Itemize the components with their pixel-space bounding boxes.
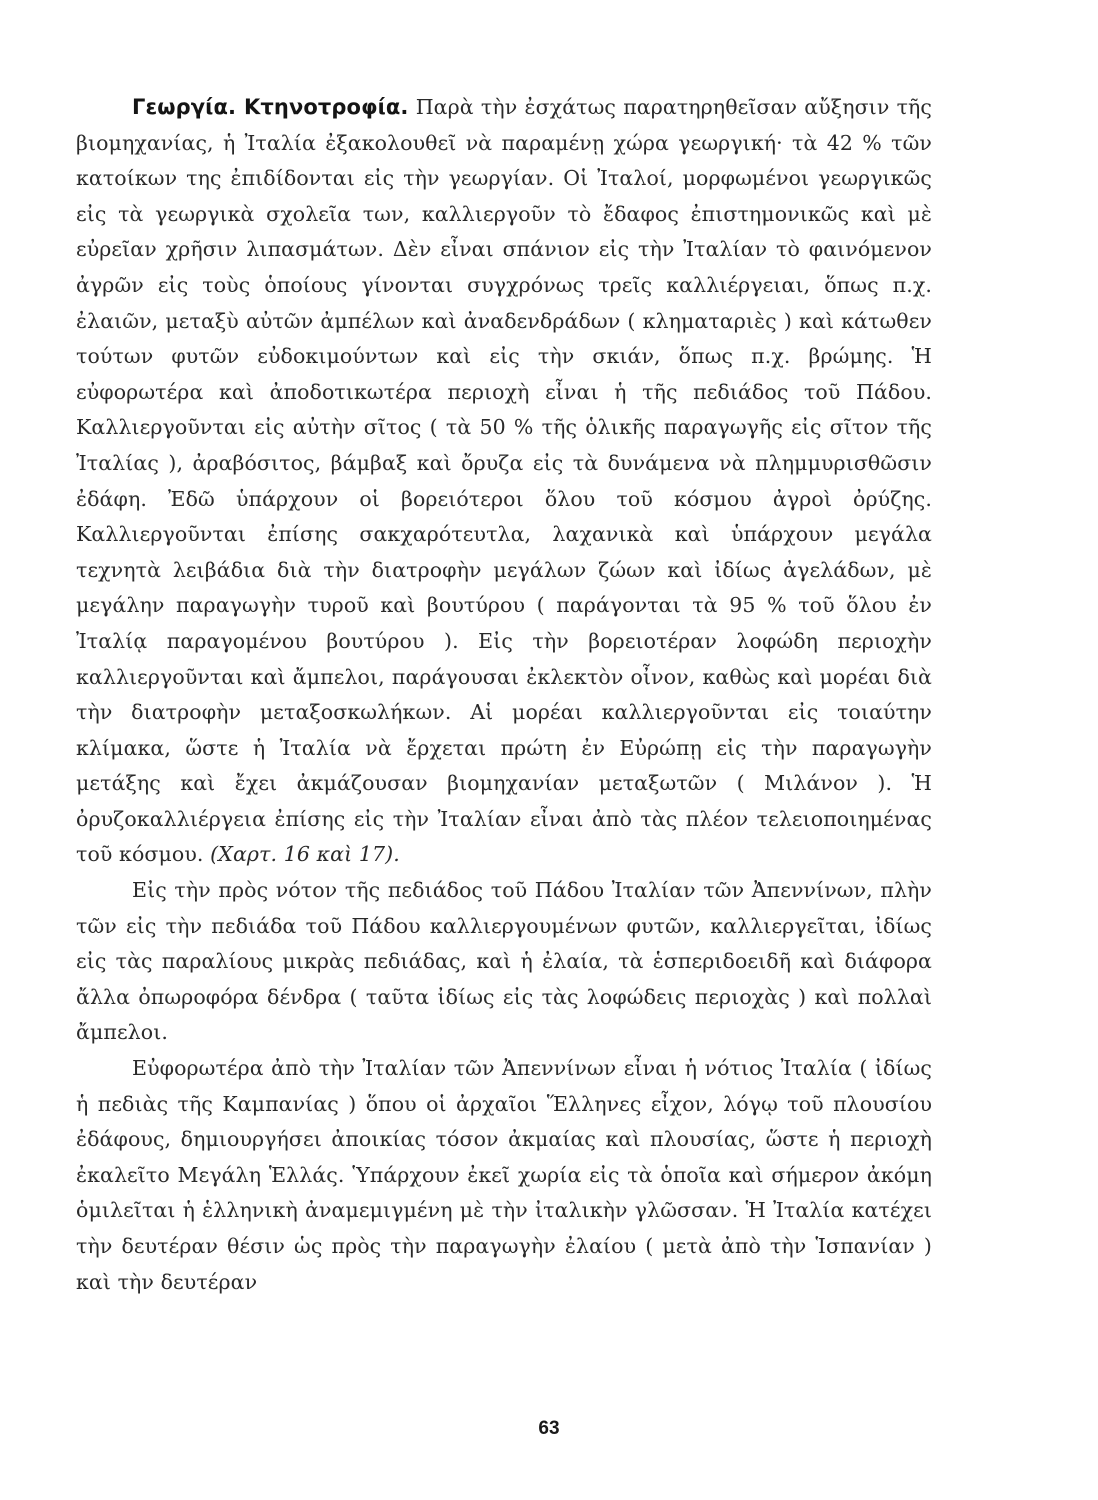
paragraph-agriculture-text: Παρὰ τὴν ἐσχάτως παρατηρηθεῖσαν αὔξησιν τῆς βιομηχανίας, ἡ Ἰταλία ἐξακολουθεῖ νὰ παραμένῃ χώρα γεωργική· τὰ 42 % τῶν κατοίκων της ἐπιδίδονται εἰς τὴν γεωργίαν. Οἱ Ἰταλοί, μορφωμένοι γεωργικῶς εἰς τὰ γεωργικὰ σχολεῖα των, καλλιεργοῦν τὸ ἔδαφος ἐπιστημονικῶς καὶ μὲ εὐρεῖαν χρῆσιν λιπασμάτων. Δὲν εἶναι σπάνιον εἰς τὴν Ἰταλίαν τὸ φαινόμενον ἀγρῶν εἰς τοὺς ὁποίους γίνονται συγχρόνως τρεῖς καλλιέργειαι, ὅπως π.χ. ἐλαιῶν, μεταξὺ αὐτῶν ἀμπέλων καὶ ἀναδενδράδων ( κληματαριὲς ) καὶ κάτωθεν τούτων φυτῶν εὐδοκιμούντων καὶ εἰς τὴν σκιάν, ὅπως π.χ. βρώμης. Ἡ εὐφορωτέρα καὶ ἀποδοτικωτέρα περιοχὴ εἶναι ἡ τῆς πεδιάδος τοῦ Πάδου. Καλλιεργοῦνται εἰς αὐτὴν σῖτος ( τὰ 50 % τῆς ὁλικῆς παραγωγῆς εἰς σῖτον τῆς Ἰταλίας ), ἀραβόσιτος, βάμβαξ καὶ ὄρυζα εἰς τὰ δυνάμενα νὰ πλημμυρισθῶσιν ἐδάφη. Ἐδῶ ὑπάρχουν οἱ βορειότεροι ὅλου τοῦ κόσμου ἀγροὶ ὀρύζης. Καλλιεργοῦνται ἐπίσης σακχαρότευτλα, λαχανικὰ καὶ ὑπάρχουν μεγάλα τεχνητὰ λειβάδια διὰ τὴν διατροφὴν μεγάλων ζώων καὶ ἰδίως ἀγελάδων, μὲ μεγάλην παραγωγὴν τυροῦ καὶ βουτύρου ( παράγονται τὰ 95 % τοῦ ὅλου ἐν Ἰταλίᾳ παραγομένου βουτύρου ). Εἰς τὴν βορειοτέραν λοφώδη περιοχὴν καλλιεργοῦνται καὶ ἄμπελοι, παράγουσαι ἐκλεκτὸν οἶνον, καθὼς καὶ μορέαι διὰ τὴν διατροφὴν μεταξοσκωλήκων. Αἱ μορέαι καλλιεργοῦνται εἰς τοιαύτην κλίμακα, ὥστε ἡ Ἰταλία νὰ ἔρχεται πρώτη ἐν Εὐρώπῃ εἰς τὴν παραγωγὴν μετάξης καὶ ἔχει ἀκμάζουσαν βιομηχανίαν μεταξωτῶν ( Μιλάνον ). Ἡ ὀρυζοκαλλιέργεια ἐπίσης εἰς τὴν Ἰταλίαν εἶναι ἀπὸ τὰς πλέον τελειοποιημένας τοῦ κόσμου. — [76, 95, 932, 867]
paragraph-apennines: Εἰς τὴν πρὸς νότον τῆς πεδιάδος τοῦ Πάδου Ἰταλίαν τῶν Ἀπεννίνων, πλὴν τῶν εἰς τὴν πεδιάδα τοῦ Πάδου καλλιεργουμένων φυτῶν, καλλιεργεῖται, ἰδίως εἰς τὰς παραλίους μικρὰς πεδιάδας, καὶ ἡ ἐλαία, τὰ ἑσπεριδοειδῆ καὶ διάφορα ἄλλα ὀπωροφόρα δένδρα ( ταῦτα ἰδίως εἰς τὰς λοφώδεις περιοχὰς ) καὶ πολλαὶ ἄμπελοι. — [76, 878, 932, 1045]
page-number: 63 — [538, 1418, 560, 1439]
paragraph-southern-italy: Εὐφορωτέρα ἀπὸ τὴν Ἰταλίαν τῶν Ἀπεννίνων εἶναι ἡ νότιος Ἰταλία ( ἰδίως ἡ πεδιὰς τῆς Καμπανίας ) ὅπου οἱ ἀρχαῖοι Ἕλληνες εἶχον, λόγῳ τοῦ πλουσίου ἐδάφους, δημιουργήσει ἀποικίας τόσον ἀκμαίας καὶ πλουσίας, ὥστε ἡ περιοχὴ ἐκαλεῖτο Μεγάλη Ἑλλάς. Ὑπάρχουν ἐκεῖ χωρία εἰς τὰ ὁποῖα καὶ σήμερον ἀκόμη ὁμιλεῖται ἡ ἑλληνικὴ ἀναμεμιγμένη μὲ τὴν ἰταλικὴν γλῶσσαν. Ἡ Ἰταλία κατέχει τὴν δευτέραν θέσιν ὡς πρὸς τὴν παραγωγὴν ἐλαίου ( μετὰ ἀπὸ τὴν Ἱσπανίαν ) καὶ τὴν δευτέραν — [76, 1056, 932, 1294]
body-text — [76, 90, 932, 1300]
map-reference: (Χαρτ. 16 καὶ 17). — [210, 842, 400, 867]
section-heading: Γεωργία. Κτηνοτροφία. — [132, 95, 409, 119]
paragraph-agriculture — [76, 90, 932, 873]
